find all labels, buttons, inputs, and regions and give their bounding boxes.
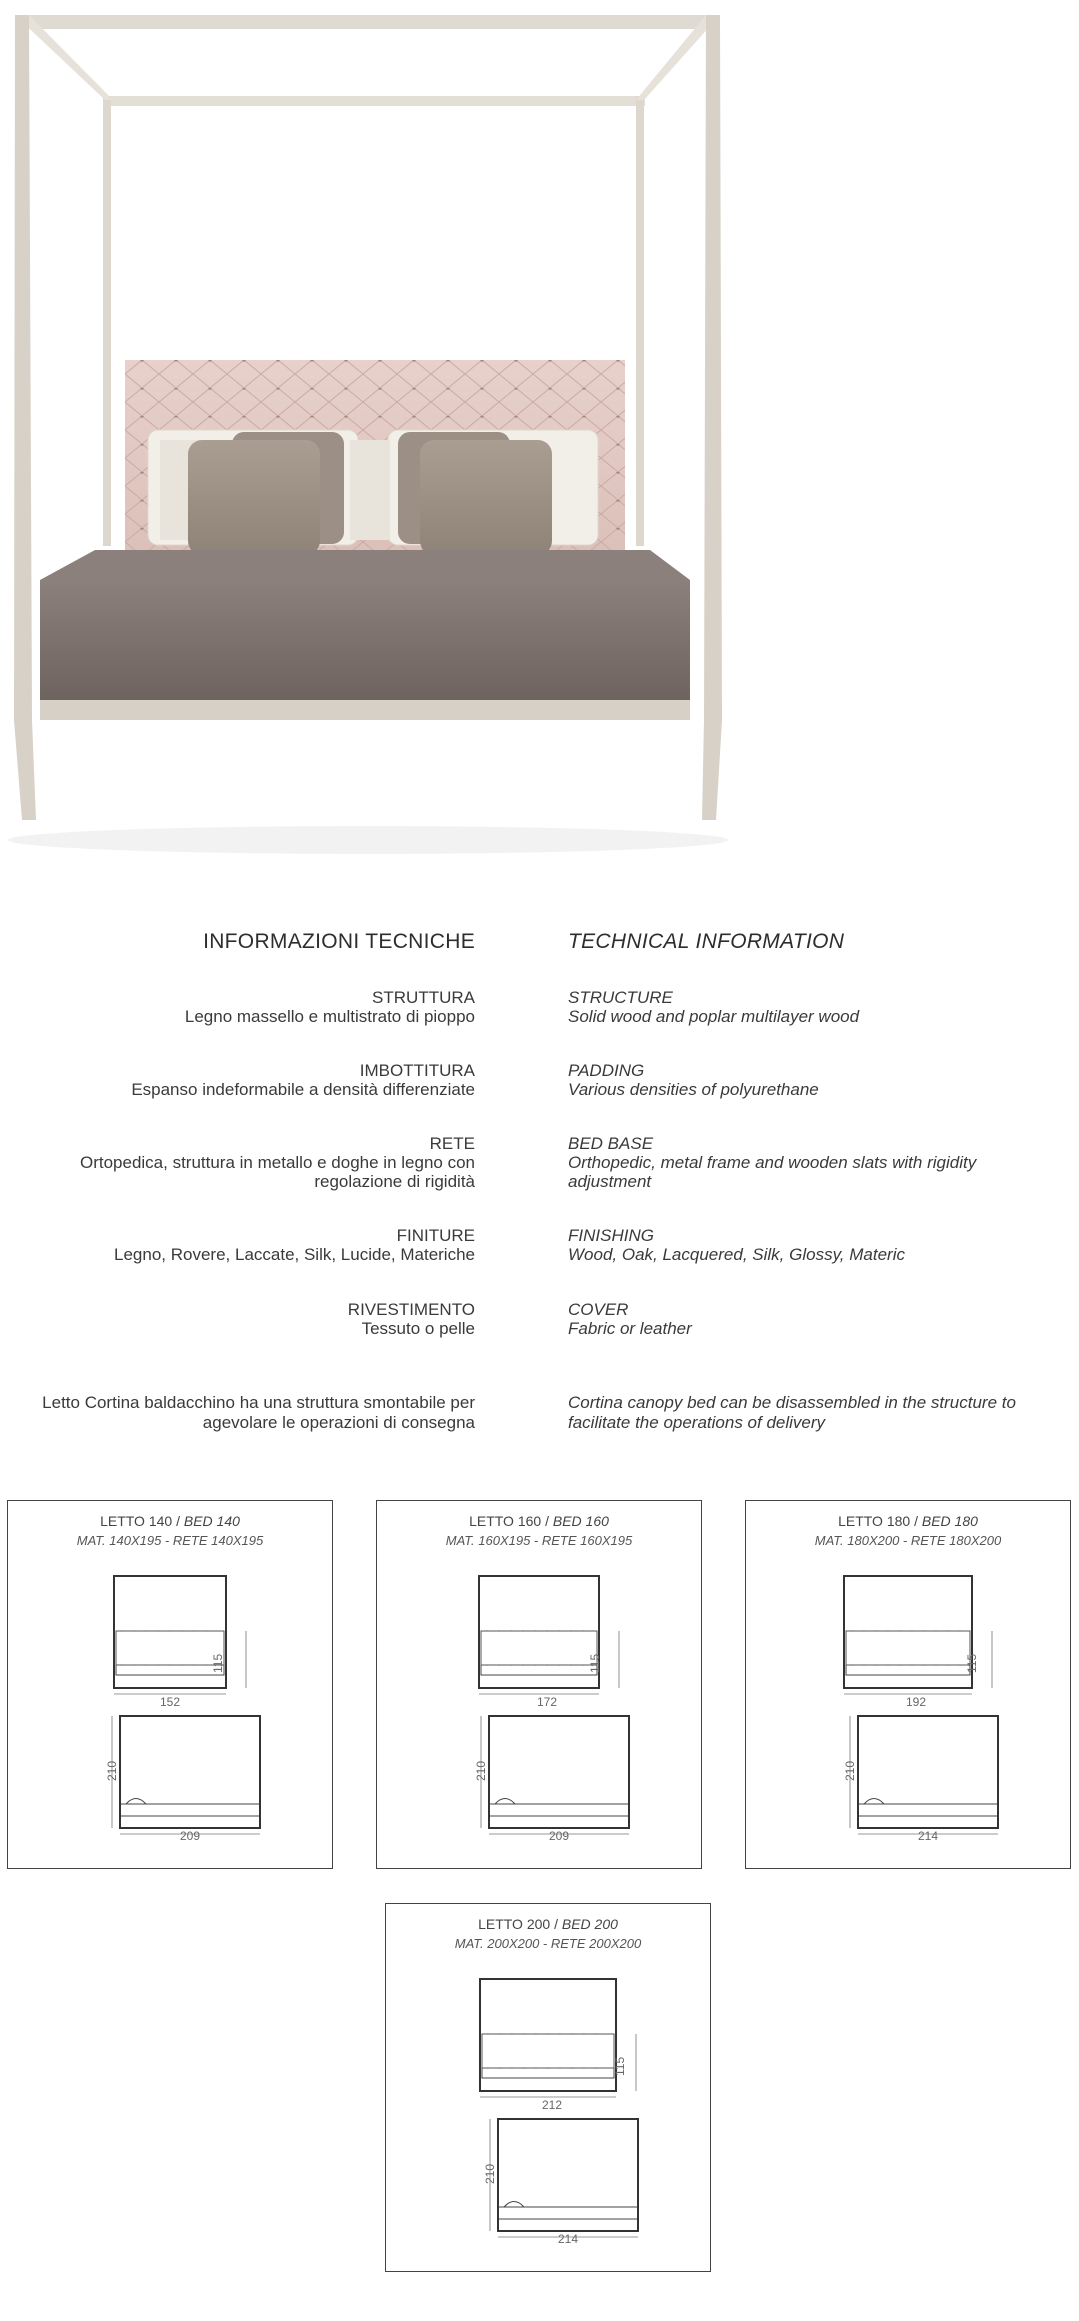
card-subtitle: MAT. 160X195 - RETE 160X195 bbox=[445, 1533, 633, 1548]
side-view-mattress bbox=[498, 2207, 638, 2219]
dim-height: 115 bbox=[588, 1653, 602, 1673]
front-view-headboard bbox=[481, 1631, 597, 1665]
dim-tall: 210 bbox=[474, 1760, 488, 1781]
it-finishing: FINITURE Legno, Rovere, Laccate, Silk, Lucide, Materiche bbox=[114, 1226, 475, 1264]
front-view-headboard bbox=[116, 1631, 224, 1665]
dimension-drawing bbox=[746, 1501, 1070, 1868]
card-subtitle: MAT. 180X200 - RETE 180X200 bbox=[814, 1533, 1002, 1548]
dimension-drawing bbox=[8, 1501, 332, 1868]
card-title: LETTO 160 / BED 160 bbox=[469, 1513, 609, 1529]
en-structure: STRUCTURE Solid wood and poplar multilayer wood bbox=[568, 988, 860, 1026]
size-card-140 bbox=[7, 1500, 333, 1869]
size-card-180 bbox=[745, 1500, 1071, 1869]
dim-width: 192 bbox=[905, 1695, 927, 1709]
size-card-200 bbox=[385, 1903, 711, 2272]
side-view-mattress bbox=[489, 1804, 629, 1816]
side-view-pillow bbox=[126, 1799, 146, 1805]
it-cover: RIVESTIMENTO Tessuto o pelle bbox=[347, 1300, 475, 1338]
dim-height: 115 bbox=[613, 2056, 627, 2076]
dim-tall: 210 bbox=[483, 2163, 497, 2184]
dim-length: 214 bbox=[917, 1829, 939, 1843]
en-bed-base: BED BASE Orthopedic, metal frame and wooden slats with rigidity adjustment bbox=[568, 1134, 977, 1191]
en-padding: PADDING Various densities of polyurethane bbox=[568, 1061, 819, 1099]
it-note: Letto Cortina baldacchino ha una struttura smontabile per agevolare le operazioni di consegna bbox=[42, 1393, 475, 1432]
dim-height: 115 bbox=[965, 1653, 979, 1673]
en-finishing: FINISHING Wood, Oak, Lacquered, Silk, Glossy, Materic bbox=[568, 1226, 905, 1264]
card-title: LETTO 180 / BED 180 bbox=[838, 1513, 978, 1529]
card-subtitle: MAT. 200X200 - RETE 200X200 bbox=[454, 1936, 642, 1951]
english-header: TECHNICAL INFORMATION bbox=[568, 930, 845, 953]
dim-tall: 210 bbox=[105, 1760, 119, 1781]
front-view-headboard bbox=[846, 1631, 970, 1665]
dim-length: 209 bbox=[179, 1829, 201, 1843]
card-title: LETTO 140 / BED 140 bbox=[100, 1513, 240, 1529]
front-view-mattress bbox=[116, 1665, 224, 1675]
side-view-pillow bbox=[504, 2202, 524, 2208]
dim-width: 172 bbox=[536, 1695, 558, 1709]
it-bed-base: RETE Ortopedica, struttura in metallo e doghe in legno con regolazione di rigidità bbox=[79, 1134, 475, 1191]
bed-photo bbox=[0, 0, 740, 880]
side-view-mattress bbox=[858, 1804, 998, 1816]
dimension-drawing bbox=[386, 1904, 710, 2271]
side-view-pillow bbox=[864, 1799, 884, 1805]
size-card-160 bbox=[376, 1500, 702, 1869]
front-view-mattress bbox=[846, 1665, 970, 1675]
front-view-mattress bbox=[481, 1665, 597, 1675]
it-structure: STRUTTURA Legno massello e multistrato di pioppo bbox=[184, 988, 475, 1026]
dim-tall: 210 bbox=[843, 1760, 857, 1781]
side-view-mattress bbox=[120, 1804, 260, 1816]
dim-length: 214 bbox=[557, 2232, 579, 2246]
italian-header: INFORMAZIONI TECNICHE bbox=[203, 930, 475, 953]
dim-length: 209 bbox=[548, 1829, 570, 1843]
front-view-mattress bbox=[482, 2068, 614, 2078]
dimension-drawing bbox=[377, 1501, 701, 1868]
dim-height: 115 bbox=[211, 1653, 225, 1673]
front-view-headboard bbox=[482, 2034, 614, 2068]
dim-width: 152 bbox=[159, 1695, 181, 1709]
en-note: Cortina canopy bed can be disassembled in the structure to facilitate the operations of delivery bbox=[568, 1393, 1016, 1432]
card-subtitle: MAT. 140X195 - RETE 140X195 bbox=[76, 1533, 264, 1548]
dim-width: 212 bbox=[541, 2098, 563, 2112]
it-padding: IMBOTTITURA Espanso indeformabile a densità differenziate bbox=[131, 1061, 475, 1099]
card-title: LETTO 200 / BED 200 bbox=[478, 1916, 618, 1932]
side-view-pillow bbox=[495, 1799, 515, 1805]
en-cover: COVER Fabric or leather bbox=[568, 1300, 692, 1338]
